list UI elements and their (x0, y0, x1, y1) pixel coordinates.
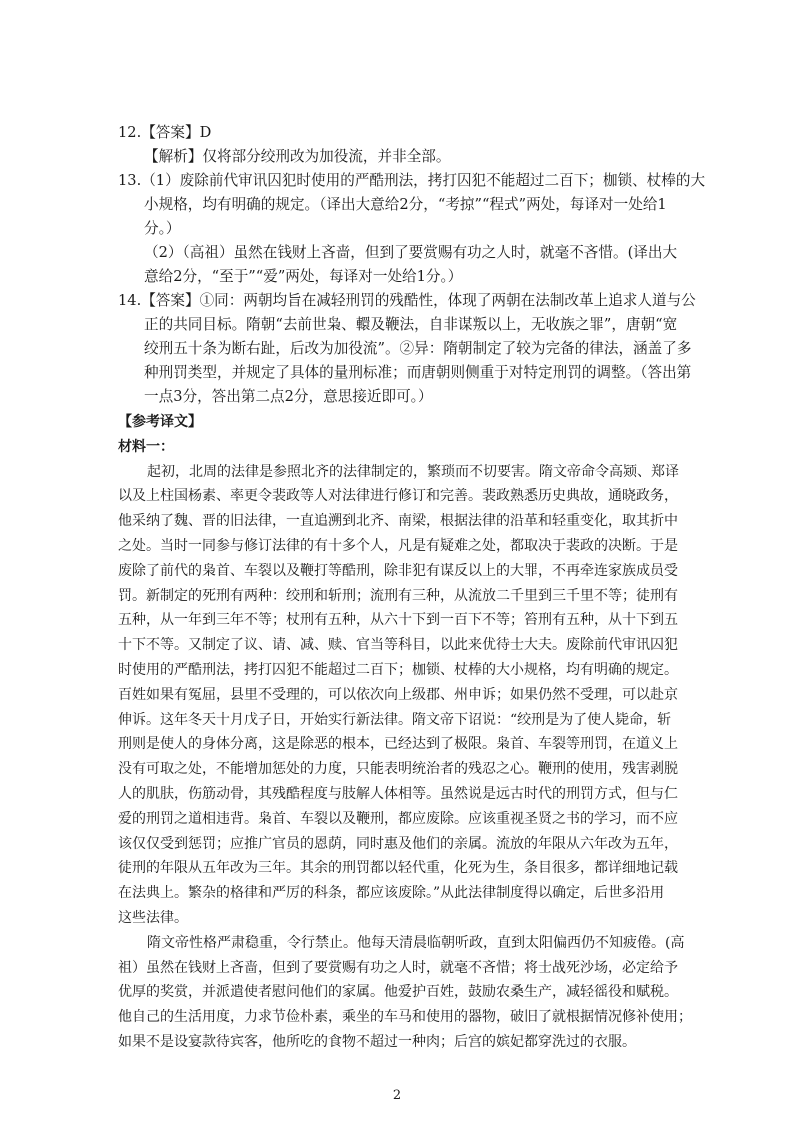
translation-line: 他自己的生活用度，力求节俭朴素，乘坐的车马和使用的器物，破旧了就根据情况修补使用； (118, 1009, 692, 1026)
answer-14-line-4: 种刑罚类型，并规定了具体的量刑标准；而唐朝则侧重于对特定刑罚的调整。（答出第 (144, 364, 692, 381)
answer-13-line-1: 13.（1）废除前代审讯囚犯时使用的严酷刑法，拷打囚犯不能超过二百下；枷锁、杖棒的大 (118, 172, 706, 189)
translation-line: 百姓如果有冤屈，县里不受理的，可以依次向上级郡、州申诉；如果仍然不受理，可以赴京 (118, 686, 678, 703)
answer-12-analysis: 【解析】仅将部分绞刑改为加役流，并非全部。 (144, 148, 451, 165)
answer-12-line: 12.【答案】D (118, 124, 212, 141)
translation-line: 没有可取之处，不能增加惩处的力度，只能表明统治者的残忍之心。鞭刑的使用，残害剥脱 (118, 761, 678, 778)
page-number: 2 (392, 1088, 402, 1103)
translation-line: 隋文帝性格严肃稳重，令行禁止。他每天清晨临朝听政，直到太阳偏西仍不知疲倦。(高 (147, 934, 685, 951)
translation-line: 这些法律。 (118, 909, 188, 926)
answer-14-line-2: 正的共同目标。隋朝“去前世枭、轘及鞭法，自非谋叛以上，无收族之罪”，唐朝“宽 (144, 316, 678, 333)
answer-14-line-1: 14.【答案】①同：两朝均旨在减轻刑罚的残酷性，体现了两朝在法制改革上追求人道与公 (118, 292, 696, 309)
translation-subheading: 材料一： (118, 438, 174, 455)
translation-line: 优厚的奖赏，并派遣使者慰问他们的家属。他爱护百姓，鼓励农桑生产，减轻徭役和赋税。 (118, 984, 678, 1001)
answer-14-line-5: 一点3分，答出第二点2分，意思接近即可。） (144, 388, 433, 405)
answer-14-line-3: 绞刑五十条为断右趾，后改为加役流”。②异：隋朝制定了较为完备的律法，涵盖了多 (144, 340, 692, 357)
translation-line: 他采纳了魏、晋的旧法律，一直追溯到北齐、南梁，根据法律的沿革和轻重变化，取其折中 (118, 513, 678, 530)
translation-line: 如果不是设宴款待宾客，他所吃的食物不超过一种肉；后宫的嫔妃都穿洗过的衣服。 (118, 1033, 636, 1050)
answer-13-line-4: （2）（高祖）虽然在钱财上吝啬，但到了要赏赐有功之人时，就毫不吝惜。(译出大 (144, 244, 678, 261)
translation-line: 废除了前代的枭首、车裂以及鞭打等酷刑，除非犯有谋反以上的大罪，不再牵连家族成员受 (118, 562, 678, 579)
answer-section (118, 121, 706, 409)
translation-line: 人的肌肤，伤筋动骨，其残酷程度与肢解人体相等。虽然说是远古时代的刑罚方式，但与仁 (118, 785, 678, 802)
translation-line: 爱的刑罚之道相违背。枭首、车裂以及鞭刑，都应废除。应该重视圣贤之书的学习，而不应 (118, 810, 678, 827)
answer-13-line-3: 分。） (144, 220, 181, 237)
translation-line: 之处。当时一同参与修订法律的有十多个人，凡是有疑难之处，都取决于裴政的决断。于是 (118, 537, 678, 554)
answer-13-line-2: 小规格，均有明确的规定。（译出大意给2分，“考掠”“程式”两处，每译对一处给1 (144, 196, 667, 213)
translation-line: 在法典上。繁杂的格律和严厉的科条，都应该废除。”从此法律制度得以确定，后世多沿用 (118, 885, 665, 902)
translation-line: 该仅仅受到惩罚；应推广官员的恩荫，同时惠及他们的亲属。流放的年限从六年改为五年， (118, 835, 678, 852)
translation-line: 徒刑的年限从五年改为三年。其余的刑罚都以轻代重，化死为生，条目很多，都详细地记载 (118, 860, 678, 877)
answer-13-line-5: 意给2分，“至于”“爱”两处，每译对一处给1分。） (144, 268, 463, 285)
translation-line: 起初，北周的法律是参照北齐的法律制定的，繁琐而不切要害。隋文帝命令高颎、郑译 (147, 463, 679, 480)
translation-line: 刑则是使人的身体分离，这是除恶的根本，已经达到了极限。枭首、车裂等刑罚，在道义上 (118, 736, 678, 753)
translation-line: 以及上柱国杨素、率更令裴政等人对法律进行修订和完善。裴政熟悉历史典故，通晓政务， (118, 488, 678, 505)
translation-line: 五种，从一年到三年不等；杖刑有五种，从六十下到一百下不等；笞刑有五种，从十下到五 (118, 612, 678, 629)
translation-heading: 【参考译文】 (118, 414, 202, 430)
translation-line: 时使用的严酷刑法，拷打囚犯不能超过二百下；枷锁、杖棒的大小规格，均有明确的规定。 (118, 661, 678, 678)
translation-line: 罚。新制定的死刑有两种：绞刑和斩刑；流刑有三种，从流放二千里到三千里不等；徒刑有 (118, 587, 678, 604)
translation-line: 十下不等。又制定了议、请、减、赎、官当等科目，以此来优待士大夫。废除前代审讯囚犯 (118, 637, 678, 654)
translation-line: 伸诉。这年冬天十月戊子日，开始实行新法律。隋文帝下诏说：“绞刑是为了使人毙命，斩 (118, 711, 672, 728)
translation-line: 祖）虽然在钱财上吝啬，但到了要赏赐有功之人时，就毫不吝惜；将士战死沙场，必定给予 (118, 959, 678, 976)
translation-section (118, 410, 696, 1055)
